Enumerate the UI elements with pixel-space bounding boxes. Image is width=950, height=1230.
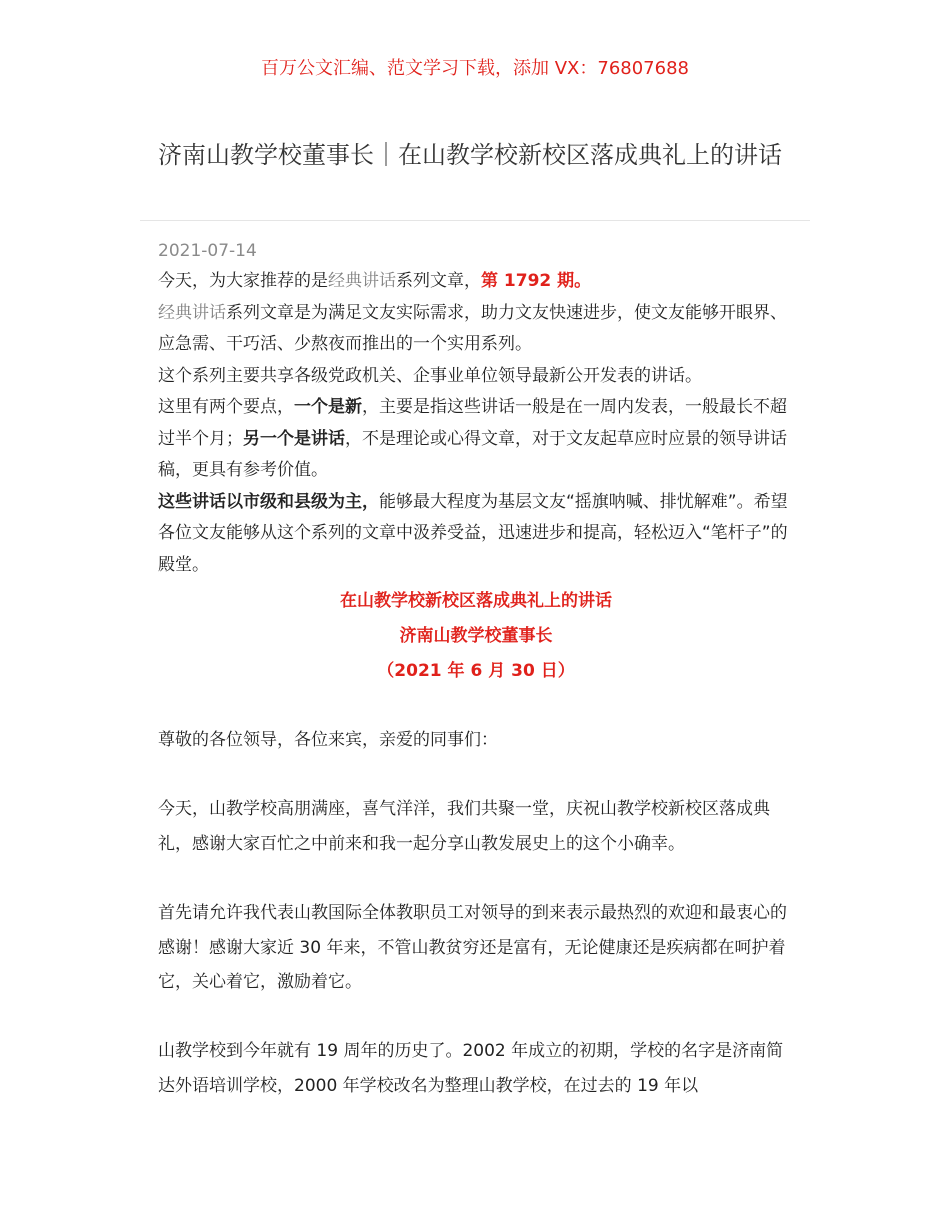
speech-paragraph: 首先请允许我代表山教国际全体教职员工对领导的到来表示最热烈的欢迎和最衷心的感谢！感谢大家近 30 年来，不管山教贫穷还是富有，无论健康还是疾病都在呵护着它，关心着它，激励着它。 xyxy=(158,903,787,992)
intro-line-4: 这里有两个要点，一个是新，主要是指这些讲话一般是在一周内发表，一般最长不超过半个月；另一个是讲话，不是理论或心得文章，对于文友起草应时应景的领导讲话稿，更具有参考价值。 xyxy=(158,397,787,480)
issue-number: 第 1792 期。 xyxy=(481,271,592,291)
intro-line-1: 今天，为大家推荐的是经典讲话系列文章，第 1792 期。 xyxy=(158,271,592,291)
publish-date: 2021-07-14 xyxy=(158,241,257,261)
speech-date: （2021 年 6 月 30 日） xyxy=(377,661,575,681)
intro-line-3: 这个系列主要共享各级党政机关、企事业单位领导最新公开发表的讲话。 xyxy=(158,365,702,386)
speech-paragraph: 今天，山教学校高朋满座，喜气洋洋，我们共聚一堂，庆祝山教学校新校区落成典礼，感谢大家百忙之中前来和我一起分享山教发展史上的这个小确幸。 xyxy=(158,799,770,854)
intro-line-5: 这些讲话以市级和县级为主，能够最大程度为基层文友“摇旗呐喊、排忧解难”。希望各位文友能够从这个系列的文章中汲养受益，迅速进步和提高，轻松迈入“笔杆子”的殿堂。 xyxy=(158,491,788,575)
intro-line-2: 经典讲话系列文章是为满足文友实际需求，助力文友快速进步，使文友能够开眼界、应急需、干巧活、少熬夜而推出的一个实用系列。 xyxy=(158,302,787,354)
article-title: 济南山教学校董事长｜在山教学校新校区落成典礼上的讲话 xyxy=(158,141,782,169)
series-name: 经典讲话 xyxy=(328,271,396,291)
speech-paragraph: 山教学校到今年就有 19 周年的历史了。2002 年成立的初期，学校的名字是济南简达外语培训学校，2000 年学校改名为整理山教学校，在过去的 19 年以 xyxy=(158,1041,784,1096)
speech-title: 在山教学校新校区落成典礼上的讲话 xyxy=(340,591,612,611)
speech-greeting: 尊敬的各位领导，各位来宾，亲爱的同事们： xyxy=(158,730,498,750)
promo-banner: 百万公文汇编、范文学习下载，添加 VX：76807688 xyxy=(261,58,689,79)
series-name: 经典讲话 xyxy=(158,302,226,323)
speech-speaker: 济南山教学校董事长 xyxy=(399,626,553,646)
title-divider xyxy=(140,220,810,221)
intro-section xyxy=(158,266,794,581)
